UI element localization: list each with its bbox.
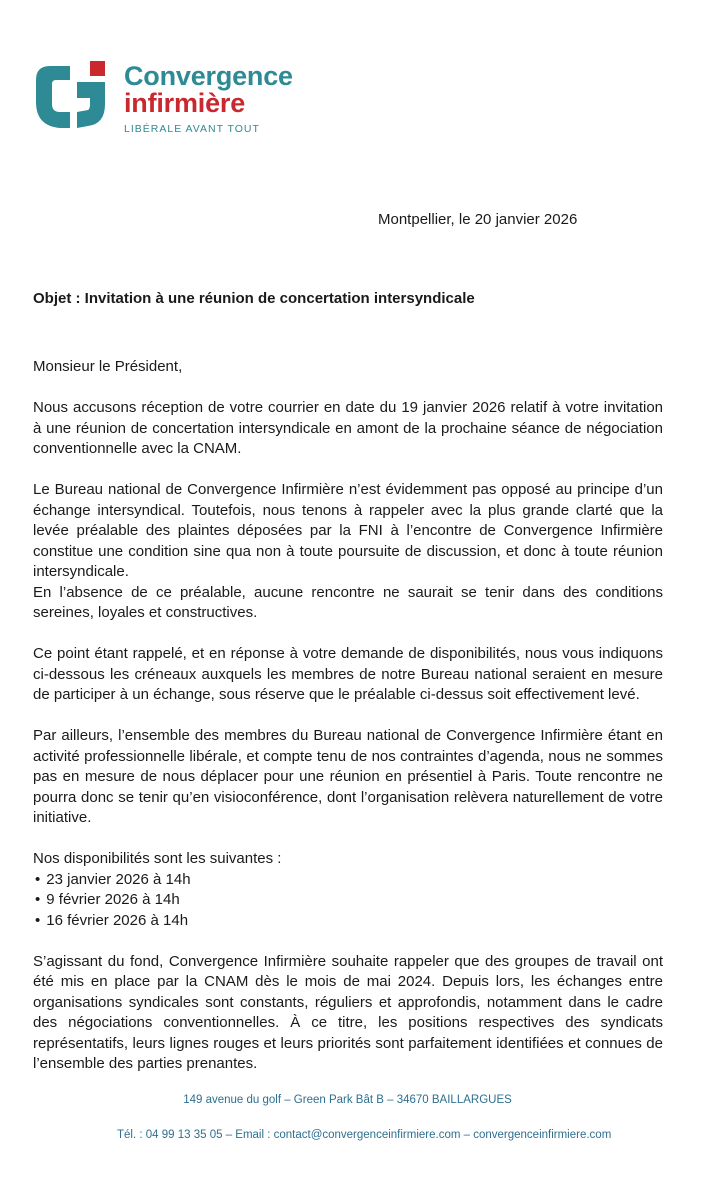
availability-intro: Nos disponibilités sont les suivantes : (33, 850, 282, 867)
list-item: • 23 janvier 2026 à 14h (33, 870, 663, 891)
paragraph: S’agissant du fond, Convergence Infirmière souhaite rappeler que des groupes de travail ont été mis en place par la CNAM dès le mois de mai 2024. Depuis lors, les échanges entre organisations syndicales sont constants, réguliers et approfondis, notamment dans le cadre des négociations conventionnelles. À ce titre, les positions respectives des syndicats représentatifs, leurs lignes rouges et leurs priorités sont parfaitement identifiées et connues de l’ensemble des parties prenantes. (33, 952, 663, 1072)
letter-body (33, 357, 663, 1075)
salutation: Monsieur le Président, (33, 358, 183, 375)
brand-tagline: LIBÉRALE AVANT TOUT (124, 123, 260, 135)
cross-logo-icon (32, 58, 110, 136)
letterhead-logo (32, 58, 332, 138)
paragraph: En l’absence de ce préalable, aucune rencontre ne saurait se tenir dans des conditions sereines, loyales et constructives. (33, 583, 663, 621)
footer-contact: Tél. : 04 99 13 35 05 – Email : contact@convergenceinfirmiere.com – convergenceinfirmiere.com (117, 1129, 612, 1141)
paragraph: Par ailleurs, l’ensemble des membres du Bureau national de Convergence Infirmière étant en activité professionnelle libérale, et compte tenu de nos contraintes d’agenda, nous ne sommes pas en mesure de nous déplacer pour une réunion en présentiel à Paris. Toute rencontre ne pourra donc se tenir qu’en visioconférence, dont l’organisation relèvera naturellement de votre initiative. (33, 727, 663, 826)
availability-list (33, 870, 663, 932)
brand-name-line1: Convergence (124, 61, 293, 91)
letter-subject: Objet : Invitation à une réunion de concertation intersyndicale (33, 290, 475, 307)
brand-name-line2: infirmière (124, 88, 246, 118)
list-item: • 16 février 2026 à 14h (33, 911, 663, 932)
paragraph: Nous accusons réception de votre courrier en date du 19 janvier 2026 relatif à votre invitation à une réunion de concertation intersyndicale en amont de la prochaine séance de négociation conventionnelle avec la CNAM. (33, 399, 663, 457)
paragraph: Le Bureau national de Convergence Infirmière n’est évidemment pas opposé au principe d’un échange intersyndical. Toutefois, nous tenons à rappeler avec la plus grande clarté que la levée préalable des plaintes déposées par la FNI à l’encontre de Convergence Infirmière constitue une condition sine qua non à toute poursuite de discussion, et donc à toute réunion intersyndicale. (33, 481, 663, 580)
paragraph: Ce point étant rappelé, et en réponse à votre demande de disponibilités, nous vous indiquons ci-dessous les créneaux auxquels les membres de notre Bureau national seraient en mesure de participer à un échange, sous réserve que le préalable ci-dessus soit effectivement levé. (33, 645, 663, 703)
letter-date: Montpellier, le 20 janvier 2026 (378, 211, 578, 228)
list-item: • 9 février 2026 à 14h (33, 890, 663, 911)
footer-address: 149 avenue du golf – Green Park Bât B – 34670 BAILLARGUES (183, 1094, 512, 1106)
